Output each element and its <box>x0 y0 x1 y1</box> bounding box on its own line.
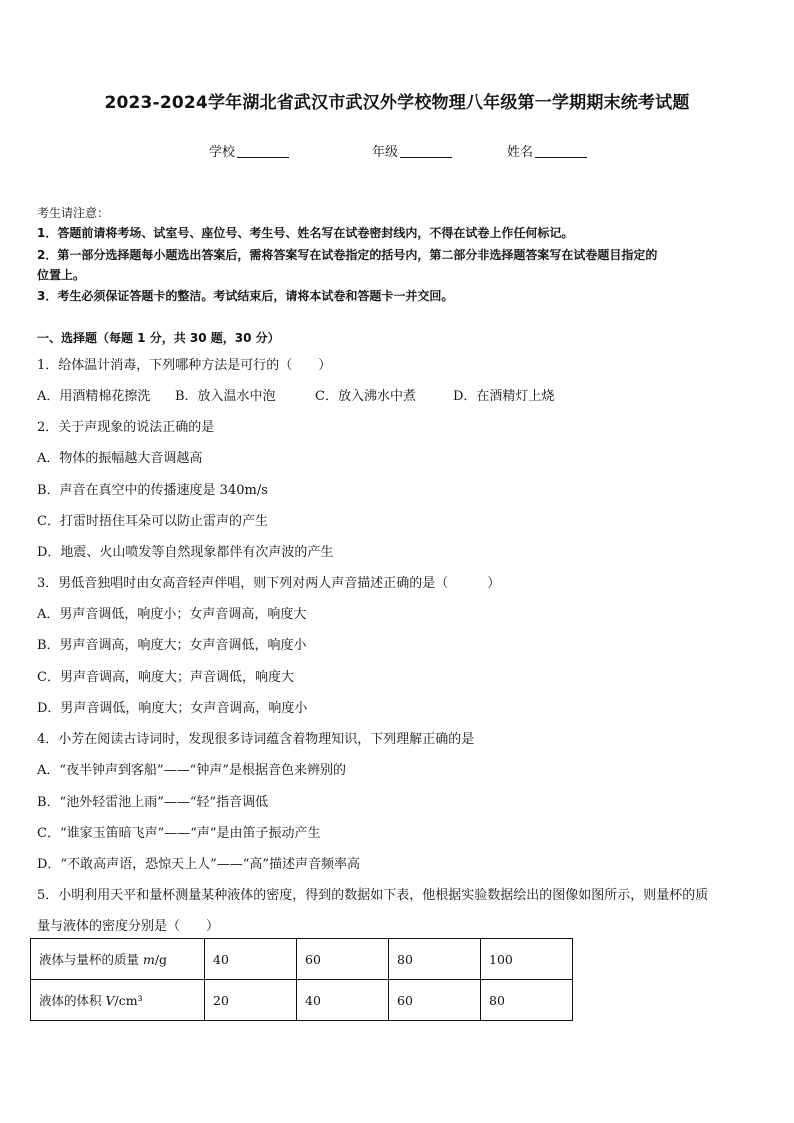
table-cell: 60 <box>389 980 481 1021</box>
row-label-unit: /cm³ <box>114 993 143 1008</box>
table-cell: 100 <box>481 939 573 980</box>
q4-option-a[interactable]: A．“夜半钟声到客船”——“钟声”是根据音色来辨别的 <box>37 763 346 778</box>
notice-item-2-cont: 位置上。 <box>37 268 86 282</box>
q4-stem: 4．小芳在阅读古诗词时，发现很多诗词蕴含着物理知识，下列理解正确的是 <box>37 732 475 747</box>
q4-option-d[interactable]: D．“不敢高声语，恐惊天上人”——“高”描述声音频率高 <box>37 857 361 872</box>
q5-stem-line-2: 量与液体的密度分别是（ ） <box>37 919 220 934</box>
table-cell: 60 <box>297 939 389 980</box>
row-label-var: V <box>105 993 115 1008</box>
notice-item-1: 1．答题前请将考场、试室号、座位号、考生号、姓名写在试卷密封线内，不得在试卷上作任何标记。 <box>37 226 574 240</box>
table-cell: 40 <box>205 939 297 980</box>
school-field <box>209 141 289 160</box>
q3-option-c[interactable]: C．男声音调高，响度大；声音调低，响度大 <box>37 670 294 685</box>
table-cell: 20 <box>205 980 297 1021</box>
table-cell: 80 <box>481 980 573 1021</box>
row-label-text: 液体的体积 <box>39 993 106 1008</box>
table-row <box>31 980 573 1021</box>
grade-blank[interactable] <box>400 145 452 158</box>
grade-field <box>372 141 452 160</box>
name-blank[interactable] <box>535 145 587 158</box>
section-heading: 一、选择题（每题 1 分，共 30 题，30 分） <box>37 331 280 345</box>
q2-option-d[interactable]: D．地震、火山喷发等自然现象都伴有次声波的产生 <box>37 545 334 560</box>
notice-item-3: 3．考生必须保证答题卡的整洁。考试结束后，请将本试卷和答题卡一并交回。 <box>37 289 454 303</box>
q1-option-d[interactable]: D．在酒精灯上烧 <box>453 389 555 404</box>
table-cell: 40 <box>297 980 389 1021</box>
q3-option-d[interactable]: D．男声音调低，响度大；女声音调高，响度小 <box>37 701 308 716</box>
table-row-label <box>31 939 205 980</box>
notice-item-2: 2．第一部分选择题每小题选出答案后，需将答案写在试卷指定的括号内，第二部分非选择题答案写在试卷题目指定的 <box>37 248 658 262</box>
q1-stem: 1．给体温计消毒，下列哪种方法是可行的（ ） <box>37 358 332 373</box>
q1-options <box>37 385 554 404</box>
school-blank[interactable] <box>237 145 289 158</box>
q2-stem: 2．关于声现象的说法正确的是 <box>37 420 215 435</box>
grade-label: 年级 <box>372 145 399 160</box>
page-title: 2023-2024学年湖北省武汉市武汉外学校物理八年级第一学期期末统考试题 <box>104 93 690 113</box>
table-row <box>31 939 573 980</box>
row-label-var: m <box>142 952 155 967</box>
q3-option-a[interactable]: A．男声音调低，响度小；女声音调高，响度大 <box>37 607 307 622</box>
q4-option-b[interactable]: B．“池外轻雷池上雨”——“轻”指音调低 <box>37 795 269 810</box>
q2-option-c[interactable]: C．打雷时捂住耳朵可以防止雷声的产生 <box>37 514 268 529</box>
row-label-unit: /g <box>154 952 168 967</box>
q2-option-b[interactable]: B．声音在真空中的传播速度是 340m/s <box>37 483 268 498</box>
table-cell: 80 <box>389 939 481 980</box>
name-label: 姓名 <box>507 145 534 160</box>
q5-stem-line-1: 5．小明利用天平和量杯测量某种液体的密度，得到的数据如下表，他根据实验数据绘出的图像如图所示，则量杯的质 <box>37 888 709 903</box>
q2-option-a[interactable]: A．物体的振幅越大音调越高 <box>37 451 203 466</box>
school-label: 学校 <box>209 145 236 160</box>
q4-option-c[interactable]: C．“谁家玉笛暗飞声”——“声”是由笛子振动产生 <box>37 826 321 841</box>
q3-stem: 3．男低音独唱时由女高音轻声伴唱，则下列对两人声音描述正确的是（ ） <box>37 576 501 591</box>
table-row-label <box>31 980 205 1021</box>
name-field <box>507 141 587 160</box>
q1-option-c[interactable]: C．放入沸水中煮 <box>315 389 416 404</box>
q1-option-a[interactable]: A．用酒精棉花擦洗 <box>37 389 151 404</box>
notice-heading: 考生请注意： <box>37 206 110 220</box>
q3-option-b[interactable]: B．男声音调高，响度大；女声音调低，响度小 <box>37 638 307 653</box>
q1-option-b[interactable]: B．放入温水中泡 <box>175 389 276 404</box>
row-label-text: 液体与量杯的质量 <box>39 952 143 967</box>
data-table <box>30 938 573 1021</box>
